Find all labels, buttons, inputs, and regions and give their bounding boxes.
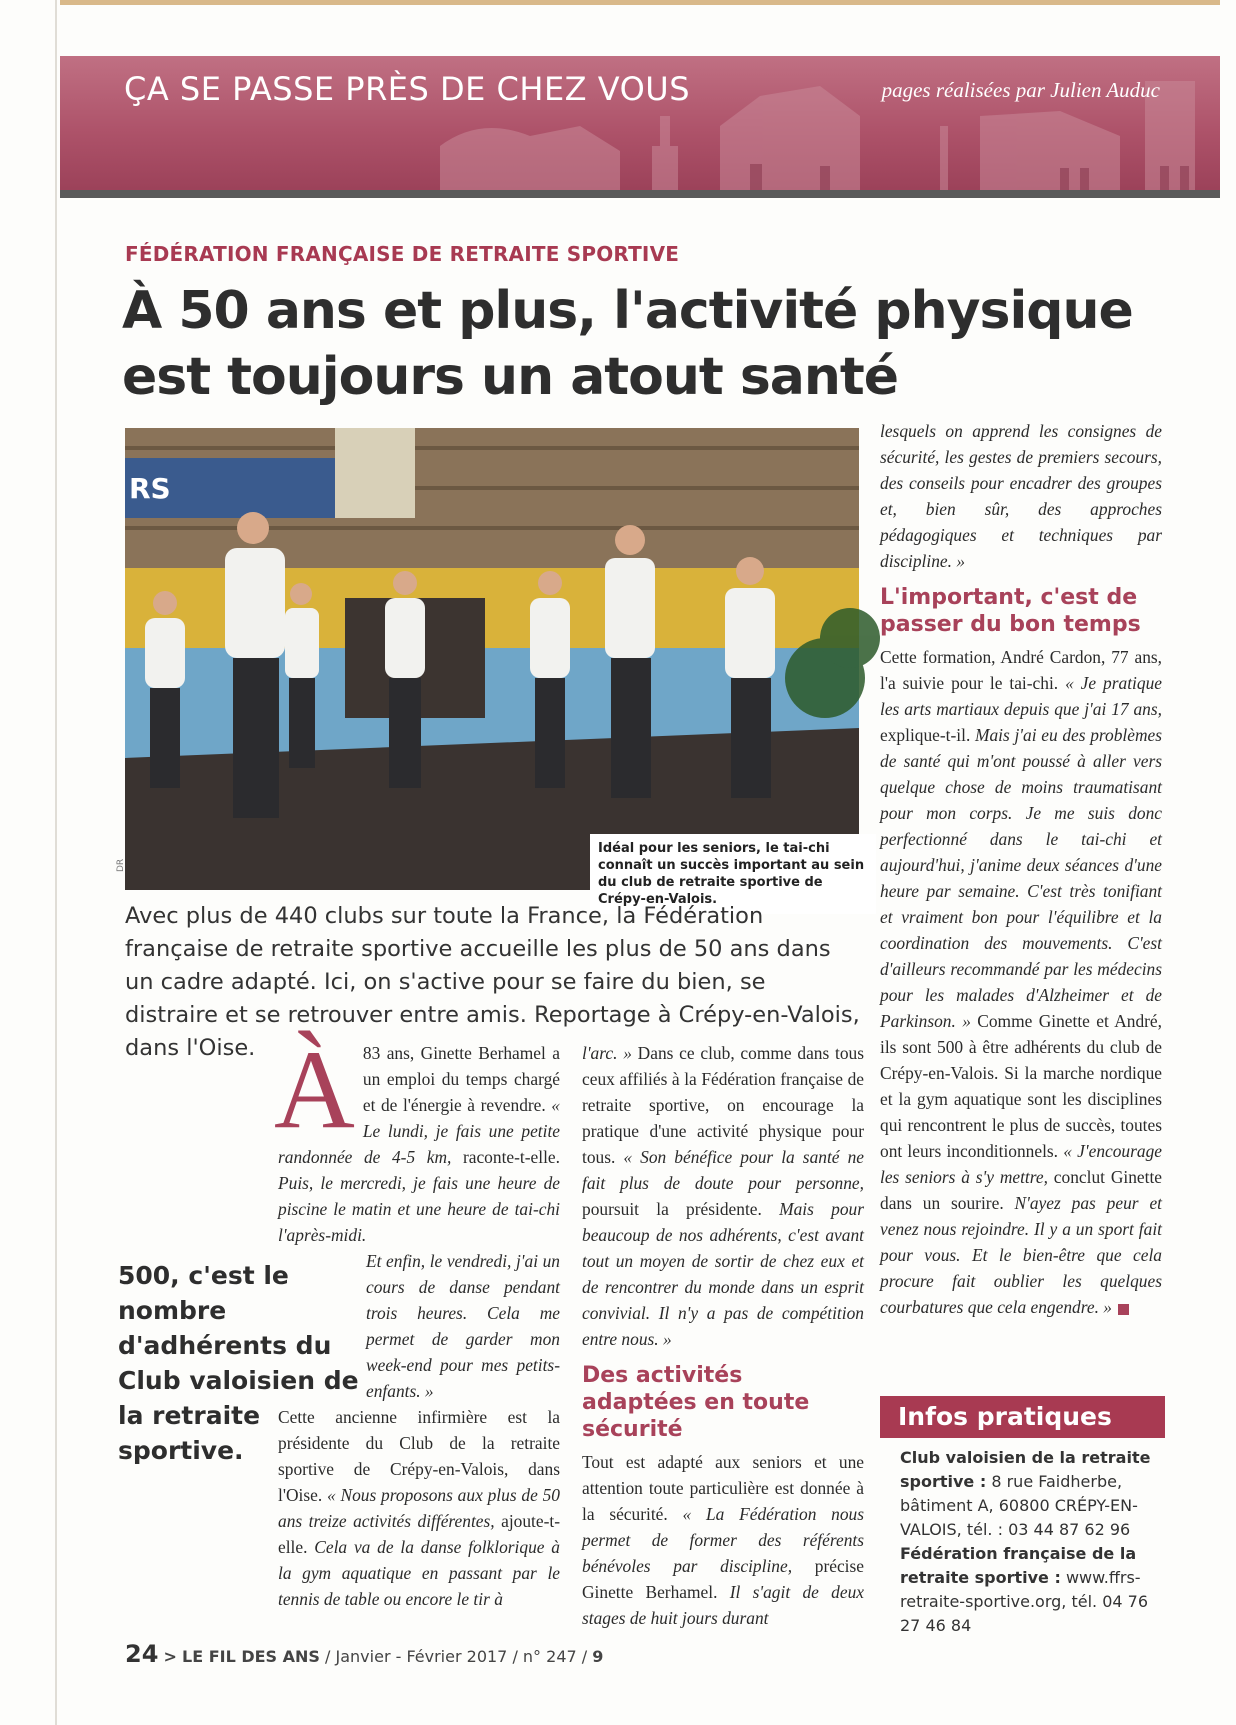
col1-quote-4: « Nous proposons aux plus de 50 ans treize activités différentes, — [278, 1485, 560, 1531]
subheading-bon-temps: L'important, c'est de passer du bon temps — [880, 585, 1141, 637]
col1-quote-5: Cela va de la danse folklorique à la gym aquatique en passant par le tennis de table ou encore le tir à — [278, 1537, 561, 1609]
col1-quote-2: Puis, le mercredi, je fais une heure de piscine le matin et une heure de tai-chi l'après-midi. — [278, 1173, 560, 1245]
footer-arrow: > — [163, 1647, 177, 1666]
article-intro: Avec plus de 440 clubs sur toute la France, la Fédération française de retraite sportive accueille les plus de 50 ans dans un cadre adapté. Ici, on s'active pour se faire du bien, se distraire et se retrouver entre amis. Reportage à Crépy-en-Valois, dans l'Oise. — [125, 903, 860, 1061]
col3-quote-1: lesquels on apprend les consignes de sécurité, les gestes de premiers secours, des conseils pour encadrer des groupes et, bien sûr, des approches pédagogiques et techniques par discipline. » — [880, 421, 1162, 571]
infos-club-address: 8 rue Faidherbe, bâtiment A, 60800 CRÉPY-EN-VALOIS, tél. : 03 44 87 62 96 — [900, 1472, 1138, 1539]
page-edge — [55, 0, 57, 1725]
photo-banner-text: RS — [129, 472, 171, 505]
col3-quote-2: « Je pratique les arts martiaux depuis que j'ai 17 ans, — [880, 673, 1162, 719]
pull-quote: 500, c'est le nombre d'adhérents du Club valoisien de la retraite sportive. — [118, 1261, 359, 1465]
col2-text-3: Tout est adapté aux seniors et une attention toute particulière est donnée à la sécurité. — [582, 1452, 864, 1524]
col2-text-2: poursuit la présidente. — [582, 1199, 780, 1219]
col2-quote-3: Mais pour beaucoup de nos adhérents, c'est avant tout un moyen de sortir de chez eux et de rencontrer du monde dans un esprit convivial. Il n'y a pas de compétition entre nous. » — [582, 1199, 864, 1349]
page-number: 24 — [125, 1640, 159, 1668]
article-headline — [122, 278, 1182, 410]
col1-text-2: raconte-t-elle. — [451, 1147, 560, 1167]
col2-quote-2: « Son bénéfice pour la santé ne fait plus de doute pour personne, — [582, 1147, 864, 1193]
infos-club — [900, 1446, 1165, 1542]
col1-text-1: 83 ans, Ginette Berhamel a un emploi du temps chargé et de l'énergie à revendre. — [362, 1043, 560, 1115]
article-column-2 — [582, 1040, 864, 1631]
col2-text-1: Dans ce club, comme dans tous ceux affiliés à la Fédération française de retraite sportive, on encourage la pratique d'une activité physique pour tous. — [582, 1043, 865, 1167]
dropcap: À — [274, 1028, 355, 1152]
issue-info: / Janvier - Février 2017 / n° 247 / — [319, 1647, 593, 1666]
page-footer — [125, 1640, 603, 1668]
col2-quote-4: « La Fédération nous permet de former des référents bénévoles par discipline, — [582, 1504, 865, 1576]
infos-fed-contact: www.ffrs-retraite-sportive.org, tél. 04 76 27 46 84 — [900, 1568, 1148, 1635]
infos-club-name: Club valoisien de la retraite sportive : — [900, 1448, 1151, 1491]
magazine-name: LE FIL DES ANS — [182, 1647, 320, 1666]
col1-quote-1: « Le lundi, je fais une petite randonnée de 4-5 km, — [278, 1095, 560, 1167]
col1-text-3: Cette ancienne infirmière est la présidente du Club de la retraite sportive de Crépy-en-Valois, dans l'Oise. — [278, 1407, 560, 1505]
end-of-article-mark — [1118, 1304, 1129, 1315]
infos-pratiques-body — [900, 1446, 1165, 1638]
col3-text-3: Comme Ginette et André, ils sont 500 à être adhérents du club de Crépy-en-Valois. Si la marche nordique et la gym aquatique sont les disciplines qui rencontrent le plus de succès, toutes ont leurs inconditionnels. — [880, 1011, 1162, 1161]
col2-quote-5: Il s'agit de deux stages de huit jours durant — [582, 1582, 864, 1628]
infos-federation — [900, 1542, 1165, 1638]
col3-quote-5: N'ayez pas peur et venez nous rejoindre. Il y a un sport fait pour vous. Et le bien-être que cela procure fait oublier les quelques courbatures que cela engendre. » — [880, 1193, 1162, 1317]
col3-text-1: Cette formation, André Cardon, 77 ans, l'a suivie pour le tai-chi. — [880, 647, 1162, 693]
banner-base-stripe — [60, 190, 1220, 198]
col2-quote-1: l'arc. » — [582, 1043, 632, 1063]
article-column-3 — [880, 418, 1162, 1320]
col2-text-4: précise Ginette Berhamel. — [582, 1556, 864, 1602]
headline-line-2: est toujours un atout santé — [122, 347, 899, 407]
col3-text-2: explique-t-il. — [880, 725, 975, 745]
col3-text-4: conclut Ginette dans un sourire. — [880, 1167, 1163, 1213]
photo-credit: DR — [116, 858, 126, 872]
col3-quote-4: « J'encourage les seniors à s'y mettre, — [880, 1141, 1162, 1187]
photo-tai-chi-class — [125, 428, 859, 890]
col3-quote-3: Mais j'ai eu des problèmes de santé qui m'ont poussé à aller vers quelque chose de moins traumatisant pour mon corps. Je me suis donc perfectionné dans le tai-chi et aujourd'hui, j'anime deux séances d'une heure par semaine. C'est très tonifiant et vraiment bon pour l'équilibre et la coordination des mouvements. C'est d'ailleurs recommandé par les médecins pour les malades d'Alzheimer et de Parkinson. » — [880, 725, 1162, 1031]
article-kicker: FÉDÉRATION FRANÇAISE DE RETRAITE SPORTIVE — [125, 242, 680, 266]
banner-credit: pages réalisées par Julien Auduc — [881, 78, 1160, 102]
infos-pratiques-title: Infos pratiques — [880, 1396, 1165, 1438]
section-banner — [60, 56, 1220, 196]
headline-line-1: À 50 ans et plus, l'activité physique — [122, 281, 1133, 341]
top-edge-line — [60, 0, 1220, 5]
article-photo — [125, 428, 865, 907]
col1-quote-3: Et enfin, le vendredi, j'ai un cours de danse pendant trois heures. Cela me permet de garder mon week-end pour mes petits-enfants. » — [366, 1251, 560, 1401]
photo-caption: Idéal pour les seniors, le tai-chi connaît un succès important au sein du club de retraite sportive de Crépy-en-Valois. — [590, 834, 876, 914]
section-title: ÇA SE PASSE PRÈS DE CHEZ VOUS — [124, 70, 690, 108]
infos-fed-name: Fédération française de la retraite sportive : — [900, 1544, 1137, 1587]
col1-text-4: ajoute-t-elle. — [278, 1511, 560, 1557]
subheading-activites: Des activités adaptées en toute sécurité — [582, 1363, 810, 1442]
issue-number: 9 — [592, 1647, 604, 1666]
